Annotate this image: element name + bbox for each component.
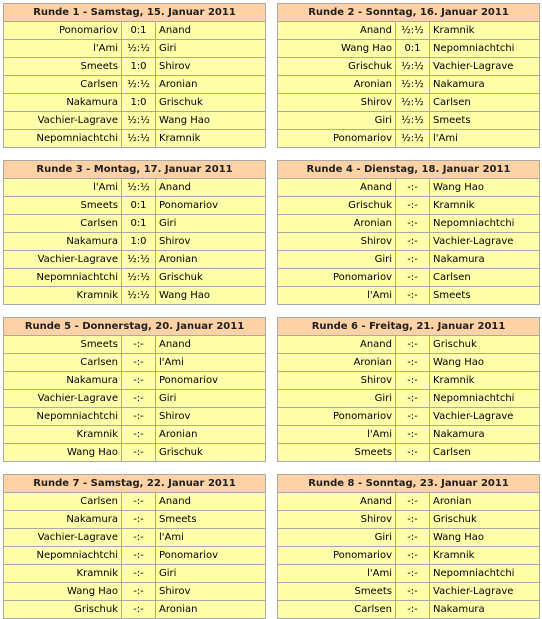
black-player: Nakamura bbox=[430, 601, 540, 619]
game-row bbox=[278, 336, 540, 354]
game-row bbox=[278, 76, 540, 94]
game-result: -:- bbox=[396, 179, 430, 197]
game-result: -:- bbox=[122, 372, 156, 390]
black-player: Smeets bbox=[430, 287, 540, 305]
black-player: Shirov bbox=[156, 233, 266, 251]
game-row bbox=[278, 354, 540, 372]
white-player: Nepomniachtchi bbox=[4, 269, 122, 287]
game-result: ½:½ bbox=[122, 40, 156, 58]
game-result: -:- bbox=[122, 390, 156, 408]
game-result: ½:½ bbox=[122, 179, 156, 197]
white-player: Wang Hao bbox=[278, 40, 396, 58]
black-player: Wang Hao bbox=[156, 287, 266, 305]
white-player: Vachier-Lagrave bbox=[4, 529, 122, 547]
game-row bbox=[4, 215, 266, 233]
game-result: -:- bbox=[396, 493, 430, 511]
white-player: Grischuk bbox=[4, 601, 122, 619]
game-result: 1:0 bbox=[122, 58, 156, 76]
white-player: Giri bbox=[278, 390, 396, 408]
black-player: Giri bbox=[156, 565, 266, 583]
black-player: Wang Hao bbox=[430, 529, 540, 547]
white-player: Nakamura bbox=[4, 233, 122, 251]
game-result: ½:½ bbox=[396, 112, 430, 130]
black-player: l'Ami bbox=[156, 529, 266, 547]
game-row bbox=[4, 112, 266, 130]
game-row bbox=[278, 287, 540, 305]
black-player: Smeets bbox=[430, 112, 540, 130]
white-player: Wang Hao bbox=[4, 444, 122, 462]
game-result: -:- bbox=[396, 287, 430, 305]
white-player: Aronian bbox=[278, 354, 396, 372]
white-player: Grischuk bbox=[278, 58, 396, 76]
game-row bbox=[4, 130, 266, 148]
black-player: Anand bbox=[156, 179, 266, 197]
white-player: Giri bbox=[278, 251, 396, 269]
white-player: Shirov bbox=[278, 372, 396, 390]
round-table-5 bbox=[3, 317, 266, 462]
game-result: 1:0 bbox=[122, 233, 156, 251]
game-row bbox=[278, 444, 540, 462]
black-player: Aronian bbox=[156, 426, 266, 444]
white-player: Smeets bbox=[278, 583, 396, 601]
game-row bbox=[4, 583, 266, 601]
white-player: Carlsen bbox=[4, 493, 122, 511]
black-player: Carlsen bbox=[430, 269, 540, 287]
black-player: Wang Hao bbox=[430, 354, 540, 372]
game-row bbox=[4, 22, 266, 40]
game-row bbox=[4, 197, 266, 215]
white-player: l'Ami bbox=[278, 565, 396, 583]
white-player: Carlsen bbox=[278, 601, 396, 619]
black-player: Shirov bbox=[156, 583, 266, 601]
game-row bbox=[278, 426, 540, 444]
white-player: l'Ami bbox=[278, 426, 396, 444]
game-row bbox=[4, 269, 266, 287]
game-row bbox=[4, 58, 266, 76]
black-player: Nakamura bbox=[430, 76, 540, 94]
white-player: Aronian bbox=[278, 76, 396, 94]
white-player: Carlsen bbox=[4, 354, 122, 372]
white-player: Anand bbox=[278, 179, 396, 197]
white-player: Kramnik bbox=[4, 287, 122, 305]
black-player: Grischuk bbox=[156, 94, 266, 112]
game-result: -:- bbox=[122, 583, 156, 601]
game-result: -:- bbox=[396, 529, 430, 547]
game-result: -:- bbox=[122, 565, 156, 583]
game-row bbox=[278, 58, 540, 76]
game-row bbox=[4, 179, 266, 197]
white-player: Giri bbox=[278, 529, 396, 547]
black-player: Vachier-Lagrave bbox=[430, 233, 540, 251]
game-row bbox=[4, 76, 266, 94]
black-player: Nakamura bbox=[430, 251, 540, 269]
black-player: Ponomariov bbox=[156, 372, 266, 390]
round-title: Runde 3 - Montag, 17. Januar 2011 bbox=[4, 161, 266, 179]
game-row bbox=[278, 372, 540, 390]
game-result: -:- bbox=[122, 547, 156, 565]
game-row bbox=[278, 583, 540, 601]
game-row bbox=[4, 94, 266, 112]
game-result: 0:1 bbox=[396, 40, 430, 58]
game-row bbox=[278, 493, 540, 511]
game-row bbox=[278, 112, 540, 130]
white-player: Shirov bbox=[278, 94, 396, 112]
white-player: Ponomariov bbox=[278, 547, 396, 565]
black-player: Kramnik bbox=[430, 372, 540, 390]
game-row bbox=[4, 354, 266, 372]
game-row bbox=[4, 493, 266, 511]
round-table-7 bbox=[3, 474, 266, 619]
game-result: -:- bbox=[396, 197, 430, 215]
black-player: Aronian bbox=[156, 251, 266, 269]
white-player: Vachier-Lagrave bbox=[4, 251, 122, 269]
game-result: -:- bbox=[396, 269, 430, 287]
white-player: Aronian bbox=[278, 215, 396, 233]
game-result: ½:½ bbox=[396, 130, 430, 148]
game-row bbox=[278, 529, 540, 547]
black-player: Kramnik bbox=[430, 547, 540, 565]
game-result: 0:1 bbox=[122, 215, 156, 233]
white-player: l'Ami bbox=[278, 287, 396, 305]
game-result: ½:½ bbox=[122, 112, 156, 130]
game-result: ½:½ bbox=[396, 58, 430, 76]
black-player: Wang Hao bbox=[430, 179, 540, 197]
game-row bbox=[278, 390, 540, 408]
white-player: Smeets bbox=[278, 444, 396, 462]
game-result: -:- bbox=[122, 601, 156, 619]
white-player: Wang Hao bbox=[4, 583, 122, 601]
white-player: Ponomariov bbox=[278, 130, 396, 148]
round-title: Runde 4 - Dienstag, 18. Januar 2011 bbox=[278, 161, 540, 179]
game-result: ½:½ bbox=[122, 269, 156, 287]
game-row bbox=[278, 40, 540, 58]
game-row bbox=[4, 372, 266, 390]
black-player: l'Ami bbox=[156, 354, 266, 372]
round-table-3 bbox=[3, 160, 266, 305]
black-player: Anand bbox=[156, 336, 266, 354]
white-player: Nakamura bbox=[4, 511, 122, 529]
black-player: Nepomniachtchi bbox=[430, 215, 540, 233]
black-player: Grischuk bbox=[156, 444, 266, 462]
game-row bbox=[4, 390, 266, 408]
black-player: Smeets bbox=[156, 511, 266, 529]
game-row bbox=[4, 408, 266, 426]
game-result: -:- bbox=[122, 426, 156, 444]
game-result: -:- bbox=[396, 336, 430, 354]
round-table-2 bbox=[277, 3, 540, 148]
black-player: Shirov bbox=[156, 58, 266, 76]
black-player: Anand bbox=[156, 493, 266, 511]
game-row bbox=[4, 336, 266, 354]
game-result: -:- bbox=[122, 493, 156, 511]
black-player: Wang Hao bbox=[156, 112, 266, 130]
white-player: l'Ami bbox=[4, 40, 122, 58]
game-row bbox=[4, 287, 266, 305]
white-player: Carlsen bbox=[4, 215, 122, 233]
game-row bbox=[4, 601, 266, 619]
black-player: Vachier-Lagrave bbox=[430, 583, 540, 601]
round-table-8 bbox=[277, 474, 540, 619]
white-player: Smeets bbox=[4, 58, 122, 76]
white-player: Kramnik bbox=[4, 426, 122, 444]
black-player: Giri bbox=[156, 215, 266, 233]
black-player: Grischuk bbox=[156, 269, 266, 287]
game-row bbox=[278, 269, 540, 287]
game-row bbox=[278, 94, 540, 112]
black-player: Anand bbox=[156, 22, 266, 40]
white-player: Ponomariov bbox=[278, 269, 396, 287]
game-result: -:- bbox=[122, 511, 156, 529]
black-player: Kramnik bbox=[430, 22, 540, 40]
black-player: Giri bbox=[156, 390, 266, 408]
game-row bbox=[4, 565, 266, 583]
game-result: -:- bbox=[396, 583, 430, 601]
round-title: Runde 5 - Donnerstag, 20. Januar 2011 bbox=[4, 318, 266, 336]
black-player: Grischuk bbox=[430, 511, 540, 529]
black-player: Kramnik bbox=[430, 197, 540, 215]
round-title: Runde 2 - Sonntag, 16. Januar 2011 bbox=[278, 4, 540, 22]
game-row bbox=[278, 197, 540, 215]
game-result: -:- bbox=[396, 233, 430, 251]
round-table-1 bbox=[3, 3, 266, 148]
white-player: Kramnik bbox=[4, 565, 122, 583]
game-result: 1:0 bbox=[122, 94, 156, 112]
game-result: -:- bbox=[396, 565, 430, 583]
game-row bbox=[278, 179, 540, 197]
black-player: Grischuk bbox=[430, 336, 540, 354]
white-player: Nakamura bbox=[4, 372, 122, 390]
black-player: Nepomniachtchi bbox=[430, 565, 540, 583]
black-player: Carlsen bbox=[430, 444, 540, 462]
game-result: -:- bbox=[396, 372, 430, 390]
game-row bbox=[278, 565, 540, 583]
white-player: Nepomniachtchi bbox=[4, 130, 122, 148]
game-row bbox=[4, 547, 266, 565]
game-row bbox=[278, 233, 540, 251]
game-result: -:- bbox=[396, 251, 430, 269]
black-player: Vachier-Lagrave bbox=[430, 408, 540, 426]
game-result: ½:½ bbox=[122, 130, 156, 148]
game-row bbox=[278, 251, 540, 269]
game-row bbox=[4, 426, 266, 444]
black-player: Kramnik bbox=[156, 130, 266, 148]
black-player: Ponomariov bbox=[156, 197, 266, 215]
white-player: Smeets bbox=[4, 197, 122, 215]
game-result: -:- bbox=[122, 408, 156, 426]
white-player: Ponomariov bbox=[278, 408, 396, 426]
black-player: Aronian bbox=[156, 601, 266, 619]
game-result: -:- bbox=[396, 511, 430, 529]
white-player: Carlsen bbox=[4, 76, 122, 94]
game-result: 0:1 bbox=[122, 22, 156, 40]
game-row bbox=[4, 233, 266, 251]
game-result: -:- bbox=[396, 408, 430, 426]
game-result: -:- bbox=[396, 547, 430, 565]
white-player: l'Ami bbox=[4, 179, 122, 197]
game-result: -:- bbox=[396, 601, 430, 619]
game-result: -:- bbox=[396, 444, 430, 462]
game-row bbox=[278, 511, 540, 529]
game-row bbox=[278, 215, 540, 233]
game-row bbox=[278, 130, 540, 148]
white-player: Anand bbox=[278, 493, 396, 511]
black-player: Aronian bbox=[430, 493, 540, 511]
game-result: 0:1 bbox=[122, 197, 156, 215]
game-row bbox=[4, 529, 266, 547]
black-player: Aronian bbox=[156, 76, 266, 94]
round-title: Runde 8 - Sonntag, 23. Januar 2011 bbox=[278, 475, 540, 493]
white-player: Shirov bbox=[278, 511, 396, 529]
white-player: Vachier-Lagrave bbox=[4, 112, 122, 130]
round-title: Runde 6 - Freitag, 21. Januar 2011 bbox=[278, 318, 540, 336]
white-player: Vachier-Lagrave bbox=[4, 390, 122, 408]
white-player: Giri bbox=[278, 112, 396, 130]
black-player: Vachier-Lagrave bbox=[430, 58, 540, 76]
round-table-6 bbox=[277, 317, 540, 462]
white-player: Nepomniachtchi bbox=[4, 408, 122, 426]
game-row bbox=[4, 511, 266, 529]
game-result: ½:½ bbox=[122, 251, 156, 269]
game-row bbox=[278, 408, 540, 426]
round-title: Runde 7 - Samstag, 22. Januar 2011 bbox=[4, 475, 266, 493]
game-result: ½:½ bbox=[122, 76, 156, 94]
round-title: Runde 1 - Samstag, 15. Januar 2011 bbox=[4, 4, 266, 22]
white-player: Anand bbox=[278, 336, 396, 354]
game-result: ½:½ bbox=[396, 76, 430, 94]
black-player: Shirov bbox=[156, 408, 266, 426]
game-row bbox=[278, 22, 540, 40]
game-row bbox=[4, 251, 266, 269]
game-result: -:- bbox=[396, 215, 430, 233]
black-player: l'Ami bbox=[430, 130, 540, 148]
game-result: -:- bbox=[122, 444, 156, 462]
black-player: Ponomariov bbox=[156, 547, 266, 565]
white-player: Grischuk bbox=[278, 197, 396, 215]
game-result: ½:½ bbox=[122, 287, 156, 305]
white-player: Smeets bbox=[4, 336, 122, 354]
white-player: Nepomniachtchi bbox=[4, 547, 122, 565]
game-result: -:- bbox=[122, 336, 156, 354]
game-result: ½:½ bbox=[396, 22, 430, 40]
black-player: Nepomniachtchi bbox=[430, 40, 540, 58]
game-row bbox=[278, 547, 540, 565]
game-result: -:- bbox=[396, 426, 430, 444]
black-player: Carlsen bbox=[430, 94, 540, 112]
game-row bbox=[4, 40, 266, 58]
game-result: -:- bbox=[396, 354, 430, 372]
game-result: -:- bbox=[122, 529, 156, 547]
white-player: Ponomariov bbox=[4, 22, 122, 40]
white-player: Anand bbox=[278, 22, 396, 40]
black-player: Giri bbox=[156, 40, 266, 58]
black-player: Nepomniachtchi bbox=[430, 390, 540, 408]
white-player: Shirov bbox=[278, 233, 396, 251]
game-row bbox=[4, 444, 266, 462]
black-player: Nakamura bbox=[430, 426, 540, 444]
game-row bbox=[278, 601, 540, 619]
game-result: ½:½ bbox=[396, 94, 430, 112]
game-result: -:- bbox=[122, 354, 156, 372]
game-result: -:- bbox=[396, 390, 430, 408]
white-player: Nakamura bbox=[4, 94, 122, 112]
round-table-4 bbox=[277, 160, 540, 305]
